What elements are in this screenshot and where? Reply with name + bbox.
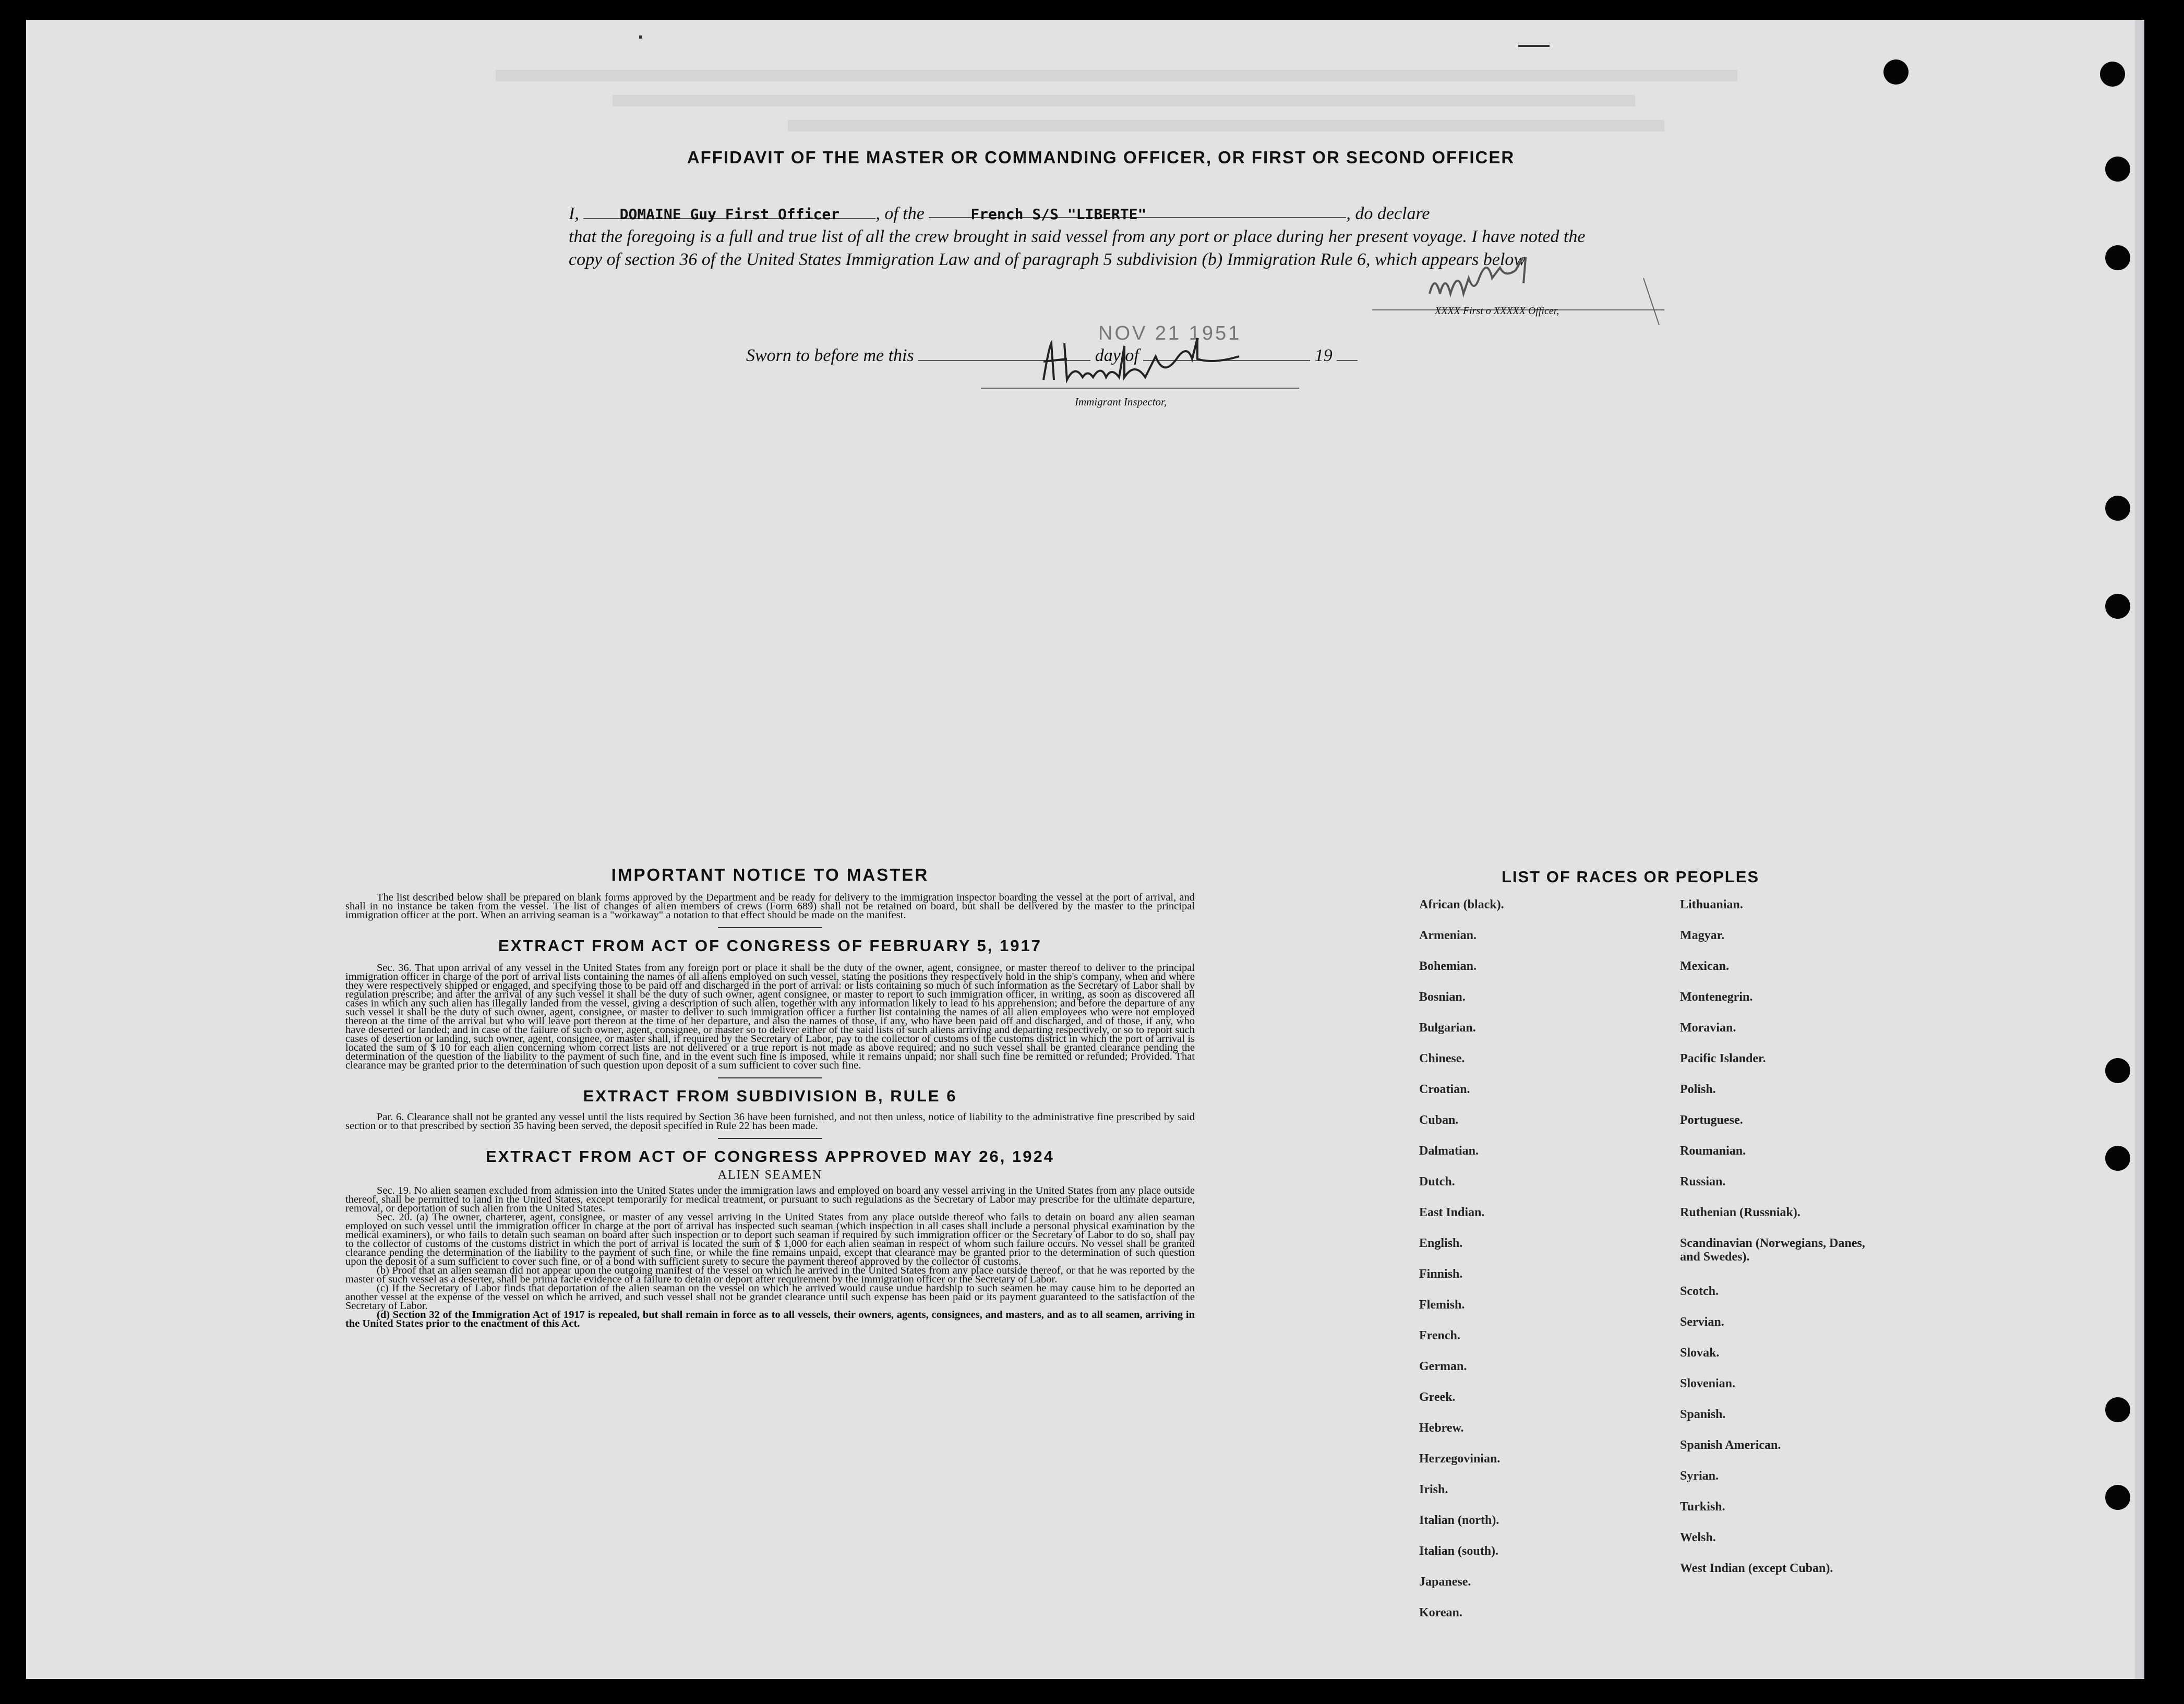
race-item: Spanish.	[1680, 1408, 1726, 1421]
binder-hole	[2105, 1146, 2130, 1171]
race-item: Chinese.	[1419, 1052, 1465, 1065]
binder-hole	[2105, 245, 2130, 270]
binder-hole	[2105, 594, 2130, 619]
binder-hole	[2105, 496, 2130, 521]
notice-title: IMPORTANT NOTICE TO MASTER	[611, 865, 929, 884]
races-column-1	[1383, 898, 1638, 1637]
day-of-text: day of	[1095, 346, 1139, 365]
binder-hole	[2105, 1058, 2130, 1083]
race-item: Cuban.	[1419, 1113, 1459, 1127]
race-item: Turkish.	[1680, 1500, 1725, 1514]
divider	[718, 1077, 822, 1078]
year-prefix: 19	[1314, 346, 1333, 365]
race-item: Servian.	[1680, 1315, 1724, 1329]
race-item: Hebrew.	[1419, 1421, 1464, 1435]
signature-caption: XXXX First o XXXXX Officer,	[1435, 305, 1559, 317]
inspector-signature	[1033, 333, 1294, 390]
vessel-field	[929, 202, 1346, 223]
races-title: LIST OF RACES OR PEOPLES	[1501, 868, 1760, 886]
race-item: French.	[1419, 1329, 1460, 1342]
race-item: Bulgarian.	[1419, 1021, 1476, 1035]
race-item: Croatian.	[1419, 1083, 1470, 1096]
race-item: Lithuanian.	[1680, 898, 1743, 911]
race-item: Slovak.	[1680, 1346, 1720, 1360]
race-item: Armenian.	[1419, 929, 1477, 942]
races-column-2	[1664, 898, 1878, 1637]
binder-hole	[2105, 1397, 2130, 1422]
race-item: Flemish.	[1419, 1298, 1465, 1312]
binder-hole	[1883, 59, 1909, 85]
race-item: Bohemian.	[1419, 959, 1477, 973]
race-item: West Indian (except Cuban).	[1680, 1562, 1833, 1575]
race-item: Syrian.	[1680, 1469, 1719, 1483]
race-item: Magyar.	[1680, 929, 1725, 942]
race-item: Dalmatian.	[1419, 1144, 1479, 1158]
officer-name-field	[583, 202, 875, 223]
race-item: East Indian.	[1419, 1206, 1485, 1219]
divider	[718, 1138, 822, 1139]
race-item: Japanese.	[1419, 1575, 1471, 1589]
extract-1924-sec20d: (d) Section 32 of the Immigration Act of 1917 is repealed, but shall remain in force as to all vessels, their owners, agents, consignees, and masters, and as to all seamen, arriving in the United States prior to the enactment of this Act.	[345, 1309, 1195, 1329]
inspector-signature-line	[981, 388, 1299, 389]
binder-hole	[2100, 62, 2125, 87]
race-item: Slovenian.	[1680, 1377, 1736, 1390]
extract-1924-sec20b: (b) Proof that an alien seaman did not appear upon the outgoing manifest of the vessel on which he arrived in the United States from any place outside thereof, or that he was reported by the master of such vessel as a deserter, shall be prima facie evidence of a failure to detain or deport after requirement by the immigration officer or the Secretary of Labor.	[345, 1265, 1195, 1285]
race-item: Finnish.	[1419, 1267, 1463, 1281]
divider	[718, 927, 822, 928]
race-item: Portuguese.	[1680, 1113, 1743, 1127]
declaration-text: that the foregoing is a full and true list of all the crew brought in said vessel from any port or place during her present voyage. I have noted the copy of section 36 of the United States Immigration Law and of paragraph 5 subdivision (b) Immigration Rule 6, which appears below	[569, 227, 1586, 269]
race-item: Korean.	[1419, 1606, 1462, 1619]
extract-1917-text: Sec. 36. That upon arrival of any vessel in the United States from any foreign port or place it shall be the duty of the owner, agent, consignee, or master thereof to deliver to the principal immigration officer in charge of the port of arrival lists containing the names of all aliens employed on such vessel, stating the positions they respectively hold in the ship's company, when and where they were respectively shipped or engaged, and specifying those to be paid off and discharged in the port of arrival: or lists containing so much of such information as the Secretary of Labor shall by regulation prescribe; and after the arrival of any such vessel it shall be the duty of such owner, agent consignee, or master to report to such immigration officer, in writing, as soon as discovered all cases in which any such alien has illegally landed from the vessel, giving a description of such alien, together with any information likely to lead to his apprehension; and before the departure of any such vessel it shall be the duty of such owner, agent, consignee, or master to deliver to such immigration officer a further list containing the names of all alien employees who were not employed thereon at the time of the arrival but who will leave port thereon at the time of her departure, and also the names of those, if any, who have been paid off and discharged, and of those, if any, who have deserted or landed; and in case of the failure of such owner, agent, consignee, or master so to deliver either of the said lists of such aliens arriving and departing respectively, or so to report such cases of desertion or landing, such owner, agent, consignee, or master shall, if required by the Secretary of Labor, pay to the collector of customs of the customs district in which the port of arrival is located the sum of $ 10 for each alien concerning whom correct lists are not delivered or a true report is not made as above required; and no such vessel shall be granted clearance pending the determination of the question of the liability to the payment of such fine, and in the event such fine is imposed, while it remains unpaid; nor shall such fine be remitted or refunded; Provided. That clearance may be granted prior to the determination of such question upon deposit of a sum sufficient to cover such fine.	[345, 962, 1195, 1071]
extract-1924-sec20c: (c) If the Secretary of Labor finds that deportation of the alien seaman on the vessel on which he arrived would cause undue hardship to such seamen he may cause him to be deported an another vessel at the expense of the vessel on which he arrived, and such vessel shall not be grandet clearance until such expense has been paid or its payment guaranteed to the satisfaction of the Secretary of Labor.	[345, 1282, 1195, 1312]
race-item: Russian.	[1680, 1175, 1726, 1189]
race-item: German.	[1419, 1360, 1467, 1373]
extract-rule6-text: Par. 6. Clearance shall not be granted any vessel until the lists required by Section 36 have been furnished, and not then unless, notice of liability to the administrative fine prescribed by said section or to that prescribed by section 35 having been served, the deposit specified in Rule 22 has been made.	[345, 1111, 1195, 1132]
race-item: Polish.	[1680, 1083, 1716, 1096]
race-item: Moravian.	[1680, 1021, 1736, 1035]
race-item: English.	[1419, 1237, 1463, 1250]
notice-to-master	[345, 865, 1195, 1328]
notice-intro: The list described below shall be prepared on blank forms approved by the Department and be ready for delivery to the immigration inspector boarding the vessel at the port of arrival, and shall in no instance be taken from the vessel. The list of changes of alien members of crews (Form 689) shall not be retained on board, but shall be delivered by the master to the principal immigration officer at the port. When an arriving seaman is a "workaway" a notation to that effect should be made on the manifest.	[345, 892, 1195, 921]
binder-hole	[2105, 1485, 2130, 1510]
affidavit-title: AFFIDAVIT OF THE MASTER OR COMMANDING OFFICER, OR FIRST OR SECOND OFFICER	[687, 148, 1515, 167]
race-item: Dutch.	[1419, 1175, 1455, 1189]
document-sheet	[26, 20, 2144, 1679]
date-stamp: NOV 21 1951	[1098, 322, 1242, 344]
scan-mark	[639, 35, 642, 39]
extract-1924-sec19: Sec. 19. No alien seamen excluded from admission into the United States under the immigration laws and employed on board any vessel arriving in the United States from any place outside thereof, shall be permitted to land in the United States, except temporarily for medical treatment, or pursuant to such regulations as the Secretary of Labor may prescribe for the ultimate departure, removal, or deportation of such alien from the United States.	[345, 1185, 1195, 1214]
vessel-name: French S/S "LIBERTE"	[970, 206, 1147, 223]
race-item: Italian (north).	[1419, 1514, 1499, 1527]
binder-hole	[2105, 157, 2130, 182]
race-item: Herzegovinian.	[1419, 1452, 1501, 1466]
race-item: Ruthenian (Russniak).	[1680, 1206, 1801, 1219]
extract-1924-title: EXTRACT FROM ACT OF CONGRESS APPROVED MAY 26, 1924	[486, 1147, 1054, 1166]
race-item: Montenegrin.	[1680, 990, 1753, 1004]
race-item: Greek.	[1419, 1390, 1456, 1404]
year-field	[1337, 344, 1358, 361]
scan-mark	[1518, 45, 1550, 47]
race-item: Mexican.	[1680, 959, 1729, 973]
race-item: Bosnian.	[1419, 990, 1466, 1004]
of-the-text: , of the	[875, 204, 925, 223]
race-item: Italian (south).	[1419, 1544, 1499, 1558]
races-list	[1383, 868, 1878, 1637]
extract-rule6-title: EXTRACT FROM SUBDIVISION B, RULE 6	[583, 1087, 957, 1105]
inspector-caption: Immigrant Inspector,	[1075, 395, 1167, 408]
alien-seamen-subtitle: ALIEN SEAMEN	[717, 1168, 823, 1182]
race-item: Roumanian.	[1680, 1144, 1746, 1158]
extract-1917-title: EXTRACT FROM ACT OF CONGRESS OF FEBRUARY 5, 1917	[498, 937, 1042, 955]
declaration-i: I,	[569, 204, 579, 223]
race-item: African (black).	[1419, 898, 1504, 911]
race-item: Pacific Islander.	[1680, 1052, 1766, 1065]
bleed-through-text	[496, 56, 1957, 213]
do-declare-text: , do declare	[1346, 204, 1430, 223]
race-item: Welsh.	[1680, 1531, 1716, 1544]
sworn-text: Sworn to before me this	[746, 346, 914, 365]
race-item: Irish.	[1419, 1483, 1448, 1496]
race-item: Scandinavian (Norwegians, Danes, and Swedes).	[1680, 1237, 1865, 1264]
race-item: Scotch.	[1680, 1285, 1719, 1298]
extract-1924-sec20a: Sec. 20. (a) The owner, charterer, agent, consignee, or master of any vessel arriving in the United States from any place outside thereof who fails to detain on board any alien seaman employed on such vessel until the immigration officer in charge at the port of arrival has inspected such seaman (which inspection in all cases shall include a personal physical examination by the medical examiners), or who fails to detain such seaman on board after such inspection or to deport such seaman if required by such immigration officer or the Secretary of Labor to do so, shall pay to the collector of customs of the customs district in which the port of arrival is located the sum of $ 1,000 for each alien seaman in respect of whom such failure occurs. No vessel shall be granted clearance pending the determination of the liability to the payment of such fine, or while the fine remains unpaid, except that clearance may be granted prior to the determination of such question upon the deposit of a sum sufficient to cover such fine, or of a bond with sufficient surety to secure the payment thereof approved by the collector of customs.	[345, 1211, 1195, 1267]
officer-name: DOMAINE Guy First Officer	[619, 206, 840, 223]
race-item: Spanish American.	[1680, 1438, 1781, 1452]
